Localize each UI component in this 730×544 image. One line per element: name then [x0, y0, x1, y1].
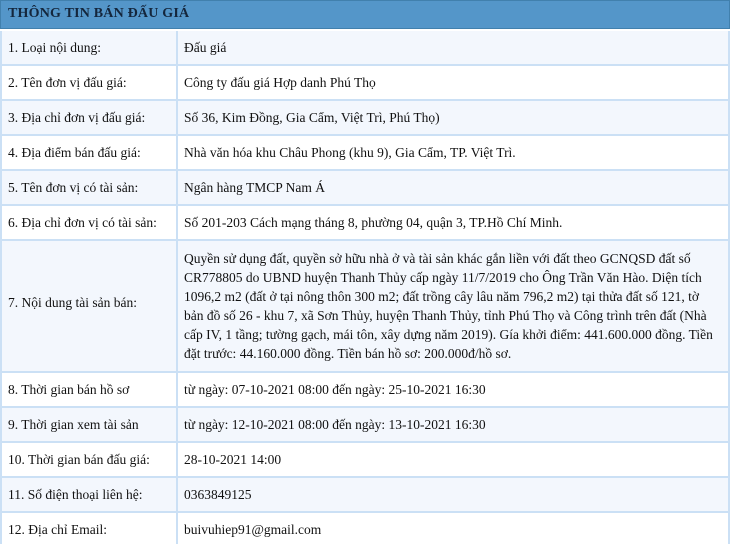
- row-label: 7. Nội dung tài sản bán:: [2, 241, 178, 371]
- table-row-auction-org-name: [0, 66, 730, 101]
- row-value: Công ty đấu giá Hợp danh Phú Thọ: [184, 75, 376, 90]
- row-value: Đấu giá: [184, 40, 227, 55]
- row-value: từ ngày: 12-10-2021 08:00 đến ngày: 13-10-2021 16:30: [184, 417, 486, 432]
- table-row-auction-org-address: [0, 101, 730, 136]
- table-title-bar: [0, 0, 730, 29]
- table-row-asset-owner-address: [0, 206, 730, 241]
- row-label: 2. Tên đơn vị đấu giá:: [2, 66, 178, 99]
- row-value: Số 201-203 Cách mạng tháng 8, phường 04, quận 3, TP.Hồ Chí Minh.: [184, 215, 563, 230]
- table-row-asset-owner-name: [0, 171, 730, 206]
- row-value: Ngân hàng TMCP Nam Á: [184, 180, 325, 195]
- row-label: 6. Địa chỉ đơn vị có tài sản:: [2, 206, 178, 239]
- row-value: từ ngày: 07-10-2021 08:00 đến ngày: 25-10-2021 16:30: [184, 382, 486, 397]
- row-value: 28-10-2021 14:00: [184, 452, 282, 467]
- row-value: Nhà văn hóa khu Châu Phong (khu 9), Gia Cẩm, TP. Việt Trì.: [184, 145, 516, 160]
- row-value: Quyền sử dụng đất, quyền sở hữu nhà ở và tài sản khác gắn liền với đất theo GCNQSD đất số CR778805 do UBND huyện Thanh Thủy cấp ngày 11/7/2019 cho Ông Trần Văn Hào. Diện tích 1096,2 m2 (đất ở tại nông thôn 300 m2; đất trồng cây lâu năm 796,2 m2) tại thửa đất số 121, tờ bản đồ số 26 - khu 7, xã Sơn Thủy, huyện Thanh Thủy, tỉnh Phú Thọ và Công trình trên đất (Nhà cấp IV, 1 tầng; tường gạch, mái tôn, xây dựng năm 2019). Gía khởi điểm: 441.600.000 đồng. Tiền đặt trước: 44.160.000 đồng. Tiền bán hồ sơ: 200.000đ/hồ sơ.: [184, 251, 713, 361]
- row-label: 12. Địa chỉ Email:: [2, 513, 178, 544]
- table-row-contact-email: [0, 513, 730, 544]
- table-row-dossier-sale-time: [0, 373, 730, 408]
- table-row-contact-phone: [0, 478, 730, 513]
- table-row-content-type: [0, 31, 730, 66]
- row-label: 11. Số điện thoại liên hệ:: [2, 478, 178, 511]
- row-label: 3. Địa chỉ đơn vị đấu giá:: [2, 101, 178, 134]
- row-value: buivuhiep91@gmail.com: [184, 522, 322, 537]
- table-title: THÔNG TIN BÁN ĐẤU GIÁ: [8, 6, 190, 21]
- row-value: 0363849125: [184, 487, 252, 502]
- row-label: 4. Địa điểm bán đấu giá:: [2, 136, 178, 169]
- row-label: 8. Thời gian bán hồ sơ: [2, 373, 178, 406]
- row-label: 5. Tên đơn vị có tài sản:: [2, 171, 178, 204]
- row-label: 9. Thời gian xem tài sản: [2, 408, 178, 441]
- table-row-asset-viewing-time: [0, 408, 730, 443]
- table-row-auction-time: [0, 443, 730, 478]
- row-label: 10. Thời gian bán đấu giá:: [2, 443, 178, 476]
- table-row-auction-location: [0, 136, 730, 171]
- row-value: Số 36, Kim Đồng, Gia Cẩm, Việt Trì, Phú Thọ): [184, 110, 440, 125]
- table-row-asset-description: [0, 241, 730, 373]
- row-label: 1. Loại nội dung:: [2, 31, 178, 64]
